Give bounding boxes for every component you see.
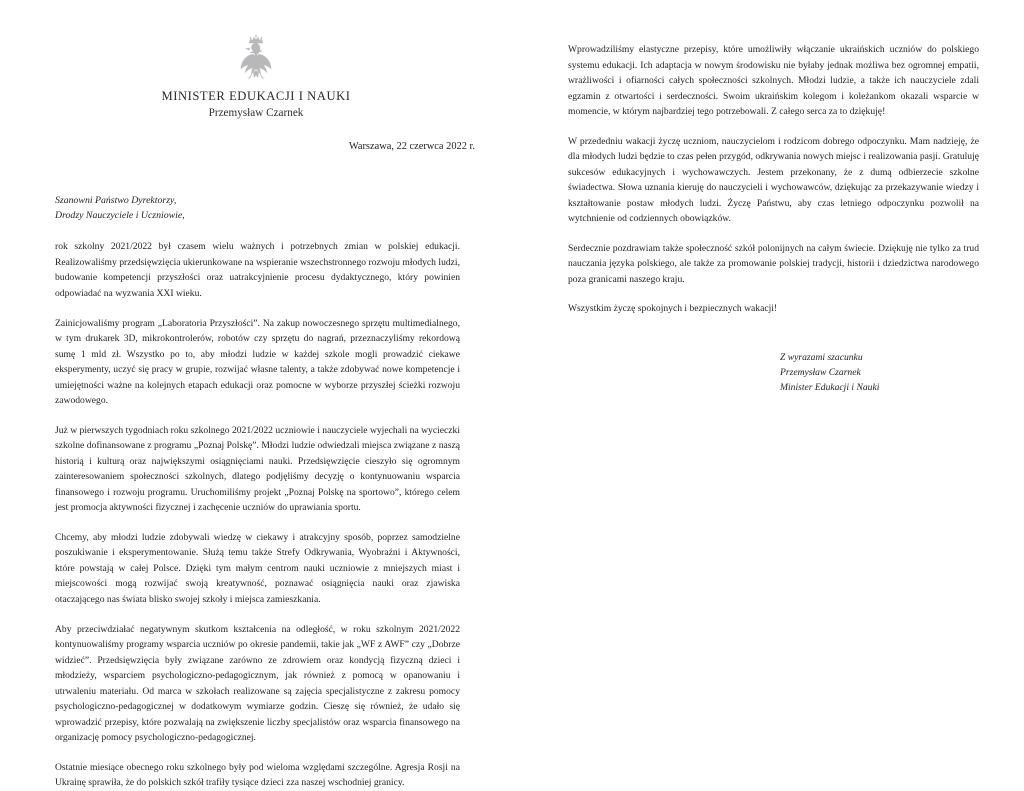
page-right [512,0,1024,724]
paragraph: Aby przeciwdziałać negatywnym skutkom kształcenia na odległość, w roku szkolnym 2021/2022 kontynuowaliśmy programy wsparcia uczniów po okresie pandemii, takie jak „WF z AWF” czy „Dobrze widzieć”. Przedsięwzięcia były związane zarówno ze zdrowiem oraz kondycją fizyczną dzieci i młodzieży, wsparciem psychologiczno-pedagogicznym, jak również z pomocą w opanowaniu i utrwaleniu materiału. Od marca w szkołach realizowane są zajęcia specjalistyczne z zakresu pomocy psychologiczno-pedagogicznej w dodatkowym wymiarze godzin. Cieszę się również, że udało się wprowadzić przepisy, które pozwalają na zwiększenie liczby specjalistów oraz wsparcia finansowego na organizację pomocy psychologiczno-pedagogicznej. [55,623,460,744]
paragraph: W przededniu wakacji życzę uczniom, nauczycielom i rodzicom dobrego odpoczynku. Mam nadzieję, że dla młodych ludzi będzie to czas pełen przygód, odkrywania nowych miejsc i realizowania pasji. Gratuluję sukcesów edukacyjnych i wychowawczych. Jestem przekonany, że z dumą odbierzecie szkolne świadectwa. Słowa uznania kieruję do nauczycieli i wychowawców, dziękując za przekazywanie wiedzy i kształtowanie postaw młodych ludzi. Życzę Państwu, aby czas letniego odpoczynku pozwolił na wytchnienie od codziennych obowiązków. [568,135,979,225]
salutation-line-2: Drodzy Nauczyciele i Uczniowie, [55,209,185,221]
paragraph: rok szkolny 2021/2022 był czasem wielu ważnych i potrzebnych zmian w polskiej edukacji. Realizowaliśmy przedsięwzięcia ukierunkowane na wspieranie wszechstronnego rozwoju młodych ludzi, budowanie kompetencji przyszłości oraz uatrakcyjnienie procesu dydaktycznego, który powinien odpowiadać na wyzwania XXI wieku. [55,241,460,299]
paragraph: Wprowadziliśmy elastyczne przepisy, które umożliwiły włączanie ukraińskich uczniów do polskiego systemu edukacji. Ich adaptacja w nowym środowisku nie byłaby jednak możliwa bez ogromnej empatii, wrażliwości i ofiarności całych społeczności szkolnych. Młodzi ludzie, a także ich nauczyciele zdali egzamin z otwartości i serdeczności. Swoim ukraińskim kolegom i koleżankom okazali wsparcie w momencie, w którym najbardziej tego potrzebowali. Z całego serca za to dziękuję! [568,44,979,118]
signature-title: Minister Edukacji i Nauki [780,381,880,393]
paragraph: Wszystkim życzę spokojnych i bezpiecznych wakacji! [568,303,778,315]
date-line: Warszawa, 22 czerwca 2022 r. [348,141,475,152]
letterhead [0,0,512,119]
signature-block [568,351,979,396]
left-column-body [0,194,512,791]
page-left [0,0,512,789]
polish-eagle-emblem-icon [233,32,279,84]
paragraph: Serdecznie pozdrawiam także społeczność szkół polonijnych na całym świecie. Dziękuję nie tylko za trud nauczania języka polskiego, ale także za promowanie polskiej tradycji, historii i dziedzictwa narodowego poza granicami naszego kraju. [568,242,979,285]
paragraph: Zainicjowaliśmy program „Laboratoria Przyszłości”. Na zakup nowoczesnego sprzętu multimedialnego, w tym drukarek 3D, mikrokontrolerów, robotów czy sprzętu do nagrań, przeznaczyliśmy rekordową sumę 1 mld zł. Wszystko po to, aby młodzi ludzie w każdej szkole mogli prowadzić ciekawe eksperymenty, uczyć się pracy w grupie, rozwijać własne talenty, a także zdobywać nowe kompetencje i umiejętności ważne na kolejnych etapach edukacji oraz pomocne w wyborze przyszłej ścieżki rozwoju zawodowego. [55,317,460,407]
salutation [55,194,460,223]
paragraph: Chcemy, aby młodzi ludzie zdobywali wiedzę w ciekawy i atrakcyjny sposób, poprzez samodzielne poszukiwanie i eksperymentowanie. Służą temu także Strefy Odkrywania, Wyobraźni i Aktywności, które powstają w całej Polsce. Dzięki tym małym centrom nauki uczniowie z mniejszych miast i miejscowości mogą rozwijać swoją kreatywność, poznawać osiągnięcia nauki oraz zjawiska otaczającego nas świata blisko swojej szkoły i miejsca zamieszkania. [55,531,460,605]
signature-closing: Z wyrazami szacunku [780,351,863,363]
signature-name: Przemysław Czarnek [780,366,861,378]
salutation-line-1: Szanowni Państwo Dyrektorzy, [55,195,177,206]
paragraph: Już w pierwszych tygodniach roku szkolnego 2021/2022 uczniowie i nauczyciele wyjechali na wycieczki szkolne dofinansowane z programu „Poznaj Polskę”. Młodzi ludzie odwiedzali miejsca związane z naszą historią i kulturą oraz największymi osiągnięciami nauki. Przedsięwzięcie cieszyło się ogromnym zainteresowaniem społeczności szkolnych, dlatego podjęliśmy decyzję o kontynuowaniu wsparcia finansowego i rozwoju programu. Uruchomiliśmy projekt „Poznaj Polskę na sportowo”, którego celem jest promocja aktywności fizycznej i zachęcenie uczniów do uprawiania sportu. [55,424,460,514]
right-column-body [512,0,1024,396]
minister-name: Przemysław Czarnek [208,107,304,119]
paragraph: Ostatnie miesiące obecnego roku szkolnego były pod wieloma względami szczególne. Agresja Rosji na Ukrainę sprawiła, że do polskich szkół trafiły tysiące dzieci zza naszej wschodniej granicy. [55,761,460,789]
ministry-title: MINISTER EDUKACJI I NAUKI [161,89,351,103]
